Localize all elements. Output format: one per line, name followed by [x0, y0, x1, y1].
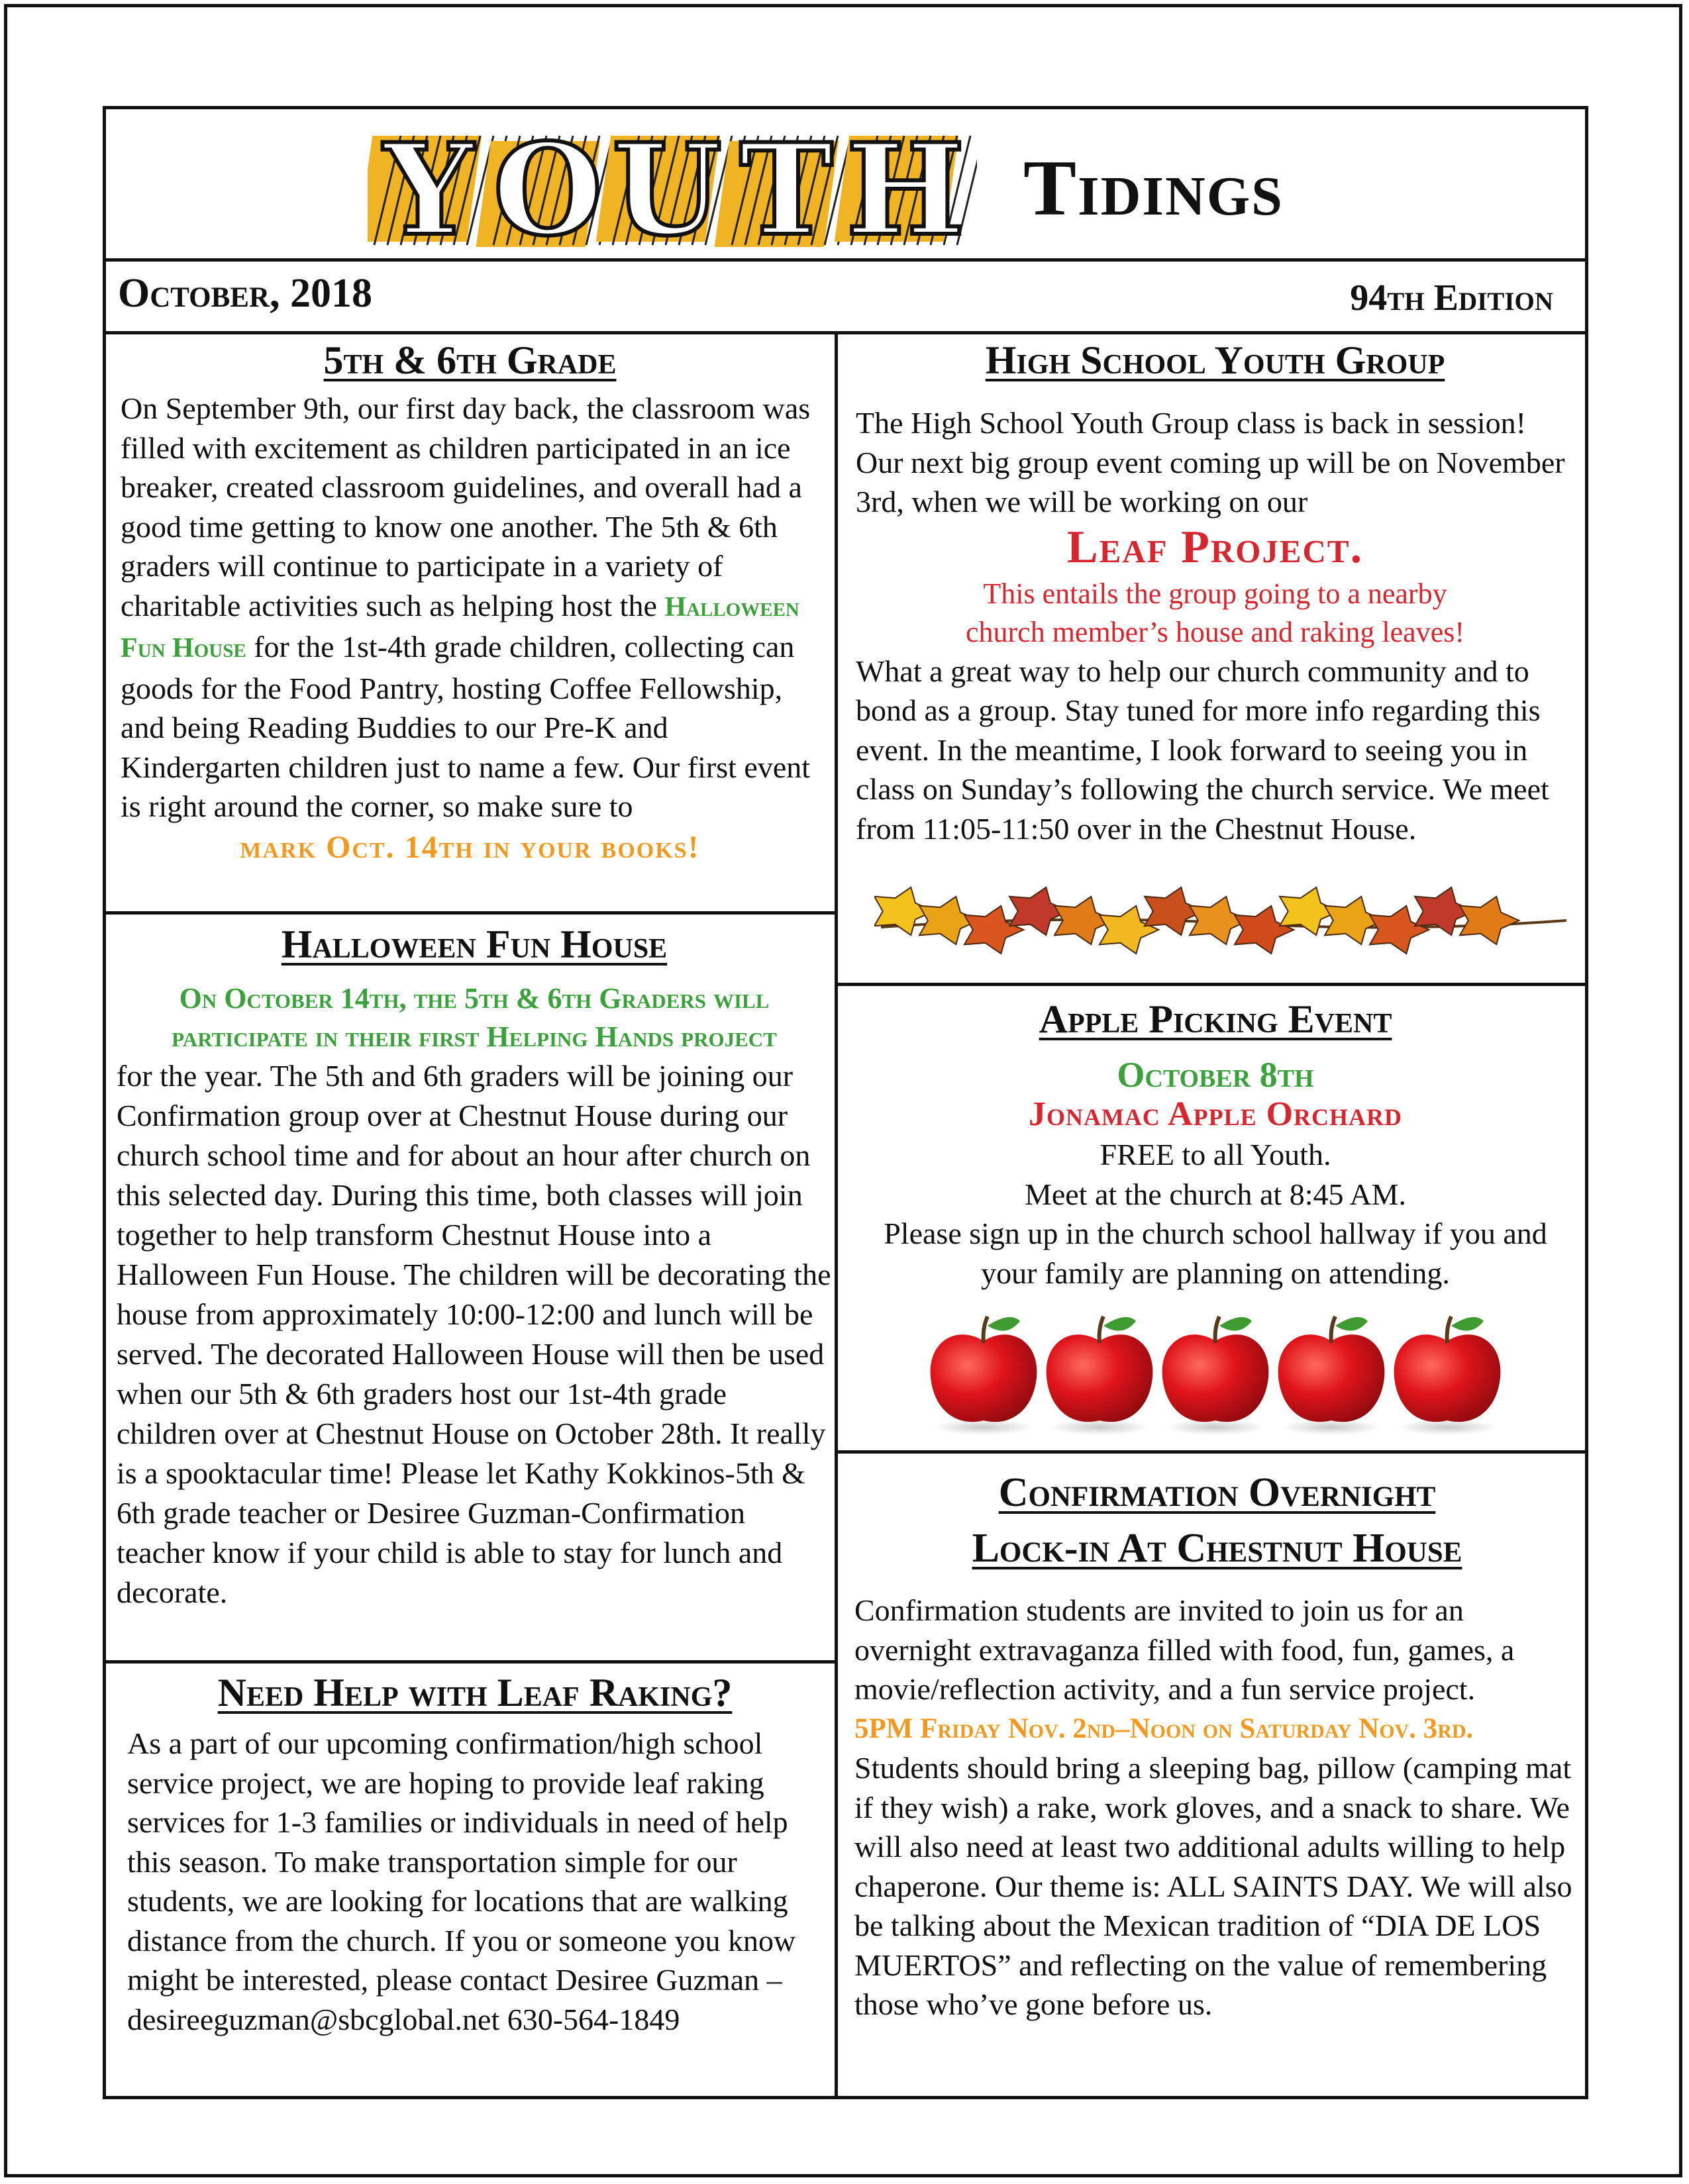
event-line1: FREE to all Youth. — [1100, 1138, 1331, 1171]
event-date: October 8th — [1117, 1055, 1314, 1095]
section-body-2: What a great way to help our church community and to bond as a group. Stay tuned for more info regarding this event. In the meantime, I look forward to seeing you in class on Sunday’s following the church service. We meet from 11:05-11:50 over in the Chestnut House. — [856, 654, 1549, 846]
section-apple-picking — [854, 997, 1576, 1293]
apple — [1162, 1334, 1269, 1422]
autumn-leaf — [1100, 906, 1158, 954]
newsletter-title: Tidings — [1023, 144, 1284, 232]
section-heading: Apple Picking Event — [1039, 997, 1392, 1041]
apple-stem — [984, 1316, 988, 1343]
youth-letter: H — [846, 123, 965, 252]
leaf-project-title: Leaf Project. — [1066, 521, 1364, 573]
section-body: The High School Youth Group class is back in session! Our next big group event coming up will be on November 3rd, when we will be working on our — [856, 406, 1565, 519]
apple-leaf — [1335, 1317, 1368, 1331]
leaf-project-line1: This entails the group going to a nearby — [983, 577, 1447, 610]
event-timeframe: 5PM Friday Nov. 2nd–Noon on Saturday Nov. 3rd. — [854, 1712, 1474, 1744]
apple-stem — [1215, 1316, 1219, 1343]
section-grade56 — [121, 338, 819, 866]
apple-shadow — [1282, 1419, 1381, 1435]
apple — [1047, 1334, 1153, 1422]
autumn-leaf-garland — [874, 874, 1570, 970]
event-line2: Meet at the church at 8:45 AM. — [1024, 1177, 1407, 1211]
youth-logo — [368, 123, 977, 252]
section-body-2: Students should bring a sleeping bag, pillow (camping mat if they wish) a rake, work gloves, and a snack to share. We will also need at least two additional adults willing to help chaperone. Our theme is: ALL SAINTS DAY. We will also be talking about the Mexican tradition of “DIA DE LOS MUERTOS” and reflecting on the value of remembering those who’ve gone before us. — [854, 1751, 1572, 2021]
section-body: Confirmation students are invited to join us for an overnight extravaganza filled with food, fun, games, a movie/reflection activity, and a fun service project. — [854, 1593, 1515, 1706]
section-heading: High School Youth Group — [985, 338, 1445, 382]
apple-stem — [1447, 1316, 1451, 1343]
apple-shadow — [1398, 1419, 1497, 1435]
apple-leaf — [1103, 1317, 1136, 1331]
apple — [931, 1334, 1037, 1422]
event-place: Jonamac Apple Orchard — [1028, 1095, 1403, 1133]
callout-mark-date: mark Oct. 14th in your books! — [240, 829, 700, 865]
youth-letter: Y — [384, 123, 474, 252]
section-body: for the year. The 5th and 6th graders will be joining our Confirmation group over at Chestnut House during our church school time and for about an hour after church on this selected day. During this time, both classes will join together to help transform Chestnut House into a Halloween Fun House. The children will be decorating the house from approximately 10:00-12:00 and lunch will be served. The decorated Halloween House will then be used when our 5th & 6th graders host our 1st-4th grade children over at Chestnut House on October 28th. It really is a spooktacular time! Please let Kathy Kokkinos-5th & 6th grade teacher or Desiree Guzman-Confirmation teacher know if your child is able to stay for lunch and decorate. — [117, 1059, 831, 1609]
section-intro: On October 14th, the 5th & 6th Graders will participate in their first Helping Hands project — [172, 982, 777, 1053]
section-heading: 5th & 6th Grade — [323, 338, 617, 382]
section-heading-2: Lock-in At Chestnut House — [972, 1526, 1462, 1571]
apple-shadow — [1050, 1419, 1149, 1435]
divider-left-2 — [103, 1660, 838, 1663]
youth-letter: U — [612, 123, 722, 252]
apple-leaf — [1219, 1317, 1252, 1331]
apple-stem — [1100, 1316, 1103, 1343]
apple — [1394, 1334, 1501, 1422]
section-body: On September 9th, our first day back, the classroom was filled with excitement as children participated in an ice breaker, created classroom guidelines, and overall had a good time getting to know one another. The 5th & 6th graders will continue to participate in a variety of charitable activities such as helping host the Halloween Fun House for the 1st-4th grade children, collecting can goods for the Food Pantry, hosting Coffee Fellowship, and being Reading Buddies to our Pre-K and Kindergarten children just to name a few. Our first event is right around the corner, so make sure to — [121, 391, 811, 823]
issue-date: October, 2018 — [118, 271, 373, 316]
apples-illustration — [927, 1311, 1510, 1437]
section-halloween — [117, 922, 832, 1613]
youth-letter: O — [493, 123, 603, 252]
leaf-project-line2: church member’s house and raking leaves! — [965, 615, 1465, 648]
autumn-leaf — [1460, 897, 1519, 944]
issue-edition: 94th Edition — [1350, 277, 1553, 319]
divider-masthead — [103, 258, 1588, 262]
apple-shadow — [934, 1419, 1033, 1435]
section-heading-1: Confirmation Overnight — [998, 1470, 1436, 1515]
apple-leaf — [988, 1317, 1020, 1331]
divider-columns — [835, 331, 838, 2099]
section-body: As a part of our upcoming confirmation/high school service project, we are hoping to provide leaf raking services for 1-3 families or individuals in need of help this season. To make transportation simple for our students, we are looking for locations that are walking distance from the church. If you or someone you know might be interested, please contact Desiree Guzman – desireeguzman@sbcglobal.net 630-564-1849 — [127, 1726, 796, 2036]
highlight-link-text: Halloween Fun House — [121, 591, 799, 664]
divider-right-1 — [835, 983, 1588, 986]
autumn-leaf — [964, 906, 1023, 954]
divider-left-1 — [103, 911, 838, 915]
section-heading: Halloween Fun House — [281, 922, 668, 966]
section-confirmation — [854, 1465, 1580, 2024]
divider-right-2 — [835, 1450, 1588, 1454]
divider-dateline — [103, 331, 1588, 334]
section-leaf-raking — [127, 1670, 823, 2039]
section-heading: Need Help with Leaf Raking? — [217, 1671, 733, 1714]
apple-stem — [1331, 1316, 1335, 1343]
section-high-school — [856, 338, 1574, 848]
autumn-leaf — [1370, 906, 1429, 954]
autumn-leaf — [1235, 906, 1294, 954]
apple-shadow — [1166, 1419, 1265, 1435]
event-line3: Please sign up in the church school hallway if you and your family are planning on attending. — [884, 1216, 1547, 1290]
apple-leaf — [1451, 1317, 1484, 1331]
apple — [1278, 1334, 1385, 1422]
youth-letter: T — [739, 123, 833, 252]
